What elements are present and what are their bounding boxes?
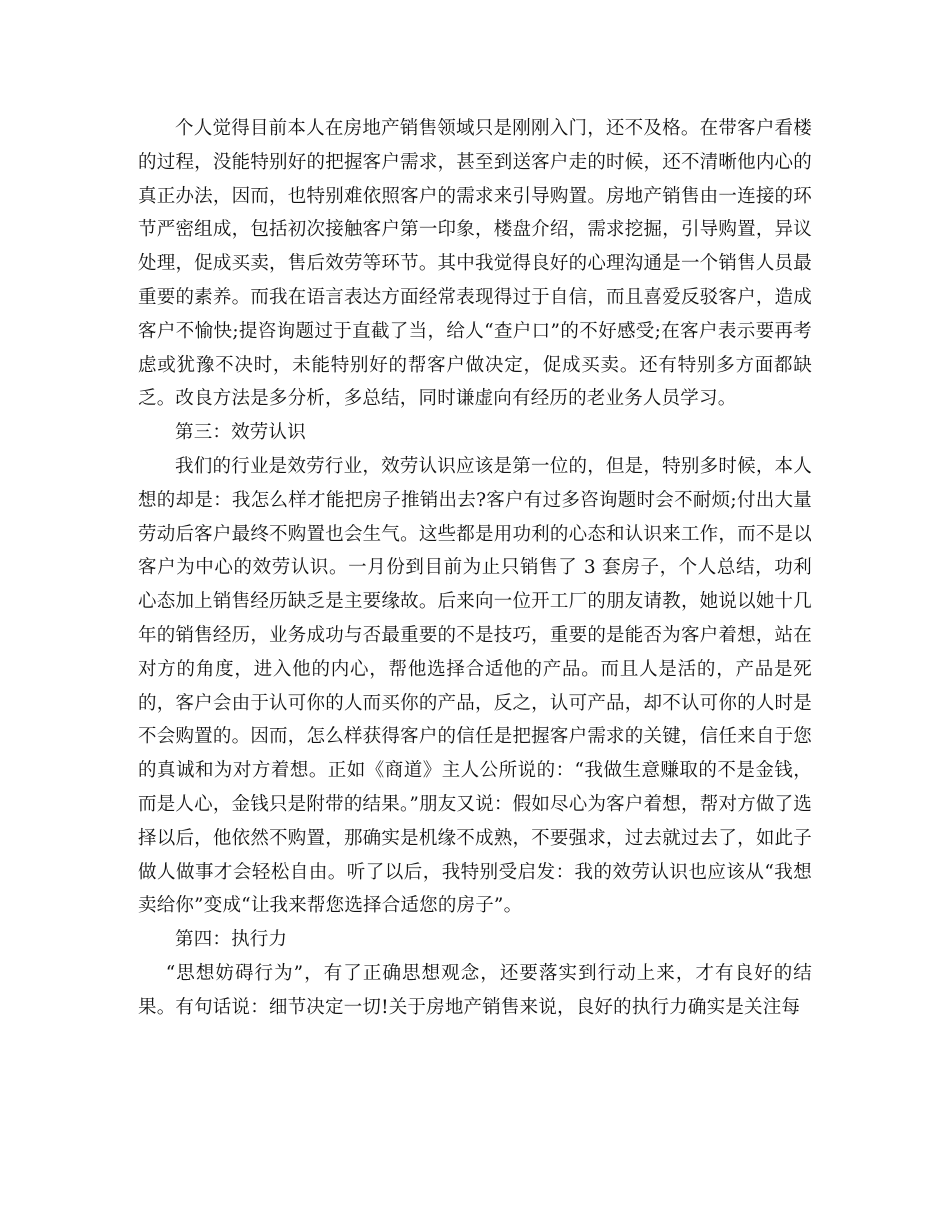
paragraph-execution: “思想妨碍行为”，有了正确思想观念，还要落实到行动上来，才有良好的结果。有句话说：细节决定一切!关于房地产销售来说，良好的执行力确实是关注每	[138, 962, 812, 1018]
section-heading-service-awareness: 第三：效劳认识	[175, 422, 306, 444]
paragraph-service-awareness: 我们的行业是效劳行业，效劳认识应该是第一位的，但是，特别多时候，本人想的却是：我怎么样才能把房子推销出去?客户有过多咨询题时会不耐烦;付出大量劳动后客户最终不购置也会生气。这些都是用功利的心态和认识来工作，而不是以客户为中心的效劳认识。一月份到目前为止只销售了 3 套房子，个人总结，功利心态加上销售经历缺乏是主要缘故。后来向一位开工厂的朋友请教，她说以她十几年的销售经历，业务成功与否最重要的不是技巧，重要的是能否为客户着想，站在对方的角度，进入他的内心，帮他选择合适他的产品。而且人是活的，产品是死的，客户会由于认可你的人而买你的产品，反之，认可产品，却不认可你的人时是不会购置的。因而，怎么样获得客户的信任是把握客户需求的关键，信任来自于您的真诚和为对方着想。正如《商道》主人公所说的：“我做生意赚取的不是金钱，而是人心，金钱只是附带的结果。”朋友又说：假如尽心为客户着想，帮对方做了选择以后，他依然不购置，那确实是机缘不成熟，不要强求，过去就过去了，如此子做人做事才会轻松自由。听了以后，我特别受启发：我的效劳认识也应该从“我想卖给你”变成“让我来帮您选择合适您的房子”。	[138, 455, 812, 917]
document-page	[138, 112, 812, 1025]
section-heading-execution: 第四：执行力	[175, 929, 288, 951]
paragraph-self-assessment: 个人觉得目前本人在房地产销售领域只是刚刚入门，还不及格。在带客户看楼的过程，没能特别好的把握客户需求，甚至到送客户走的时候，还不清晰他内心的真正办法，因而，也特别难依照客户的需求来引导购置。房地产销售由一连接的环节严密组成，包括初次接触客户第一印象，楼盘介绍，需求挖掘，引导购置，异议处理，促成买卖，售后效劳等环节。其中我觉得良好的心理沟通是一个销售人员最重要的素养。而我在语言表达方面经常表现得过于自信，而且喜爱反驳客户，造成客户不愉快;提咨询题过于直截了当，给人“查户口”的不好感受;在客户表示要再考虑或犹豫不决时，未能特别好的帮客户做决定，促成买卖。还有特别多方面都缺乏。改良方法是多分析，多总结，同时谦虚向有经历的老业务人员学习。	[138, 118, 812, 410]
